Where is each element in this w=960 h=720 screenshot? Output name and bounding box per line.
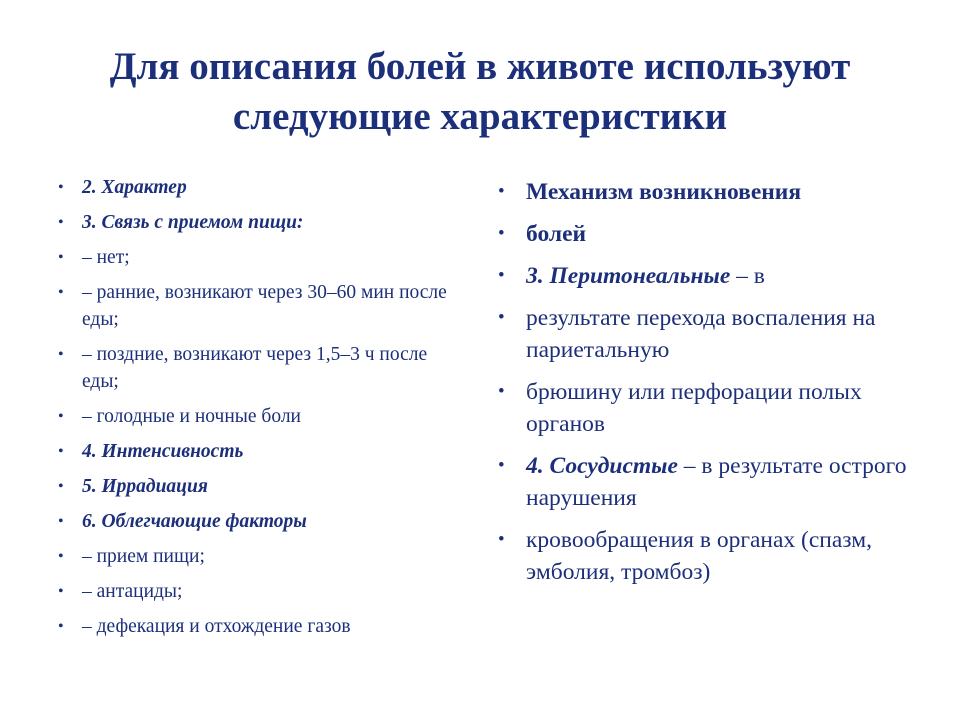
bullet-icon: • [58, 408, 64, 425]
right-list [498, 176, 918, 598]
item-text: 5. Иррадиация [82, 476, 208, 497]
item-text: – в [730, 263, 765, 289]
item-text: – антациды; [82, 581, 183, 602]
title-line-2: следующие характеристики [232, 95, 728, 138]
item-text: 2. Характер [82, 177, 187, 198]
bullet-icon: • [58, 513, 64, 530]
slide-title [40, 42, 920, 142]
list-item [58, 279, 458, 333]
title-line-1: Для описания болей в животе используют [109, 45, 851, 88]
item-text: брюшину или перфорации полых органов [526, 379, 862, 437]
bullet-icon: • [498, 265, 505, 286]
bullet-icon: • [58, 284, 64, 301]
list-item [58, 578, 458, 605]
item-text: 6. Облегчающие факторы [82, 511, 307, 532]
item-text: – поздние, возникают через 1,5–3 ч после еды; [82, 344, 428, 392]
bullet-icon: • [498, 181, 505, 202]
bullet-icon: • [58, 583, 64, 600]
item-text: – в результате острого нарушения [526, 453, 907, 511]
list-item [58, 543, 458, 570]
left-list [58, 174, 458, 648]
list-item [58, 403, 458, 430]
list-item [58, 341, 458, 395]
bullet-icon: • [58, 214, 64, 231]
bullet-icon: • [58, 249, 64, 266]
item-text: – ранние, возникают через 30–60 мин после еды; [82, 282, 447, 330]
item-text: результате перехода воспаления на париетальную [526, 305, 876, 363]
item-text: – нет; [82, 247, 130, 268]
bullet-icon: • [498, 307, 505, 328]
item-heading: 4. Сосудистые [526, 453, 678, 479]
item-text: 3. Связь с приемом пищи: [82, 212, 304, 233]
item-text: 4. Интенсивность [82, 441, 244, 462]
bullet-icon: • [58, 478, 64, 495]
list-item [58, 473, 458, 500]
item-text: Механизм возникновения [526, 179, 802, 205]
list-item [58, 174, 458, 201]
bullet-icon: • [58, 346, 64, 363]
bullet-icon: • [58, 618, 64, 635]
list-item [58, 209, 458, 236]
bullet-icon: • [498, 455, 505, 476]
item-text: – голодные и ночные боли [82, 406, 301, 427]
bullet-icon: • [58, 548, 64, 565]
item-text: – дефекация и отхождение газов [82, 616, 351, 637]
bullet-icon: • [58, 179, 64, 196]
list-item [58, 438, 458, 465]
bullet-icon: • [58, 443, 64, 460]
item-heading: 3. Перитонеальные [526, 263, 731, 289]
item-text: – прием пищи; [82, 546, 205, 567]
list-item [498, 260, 918, 292]
list-item [498, 524, 918, 588]
bullet-icon: • [498, 223, 505, 244]
bullet-icon: • [498, 381, 505, 402]
list-item [498, 302, 918, 366]
list-item [58, 508, 458, 535]
list-item [58, 244, 458, 271]
list-item [498, 376, 918, 440]
list-item [498, 450, 918, 514]
list-item [498, 218, 918, 250]
list-item [58, 613, 458, 640]
list-item [498, 176, 918, 208]
bullet-icon: • [498, 529, 505, 550]
item-text: болей [526, 221, 587, 247]
item-text: кровообращения в органах (спазм, эмболия, тромбоз) [526, 527, 872, 585]
